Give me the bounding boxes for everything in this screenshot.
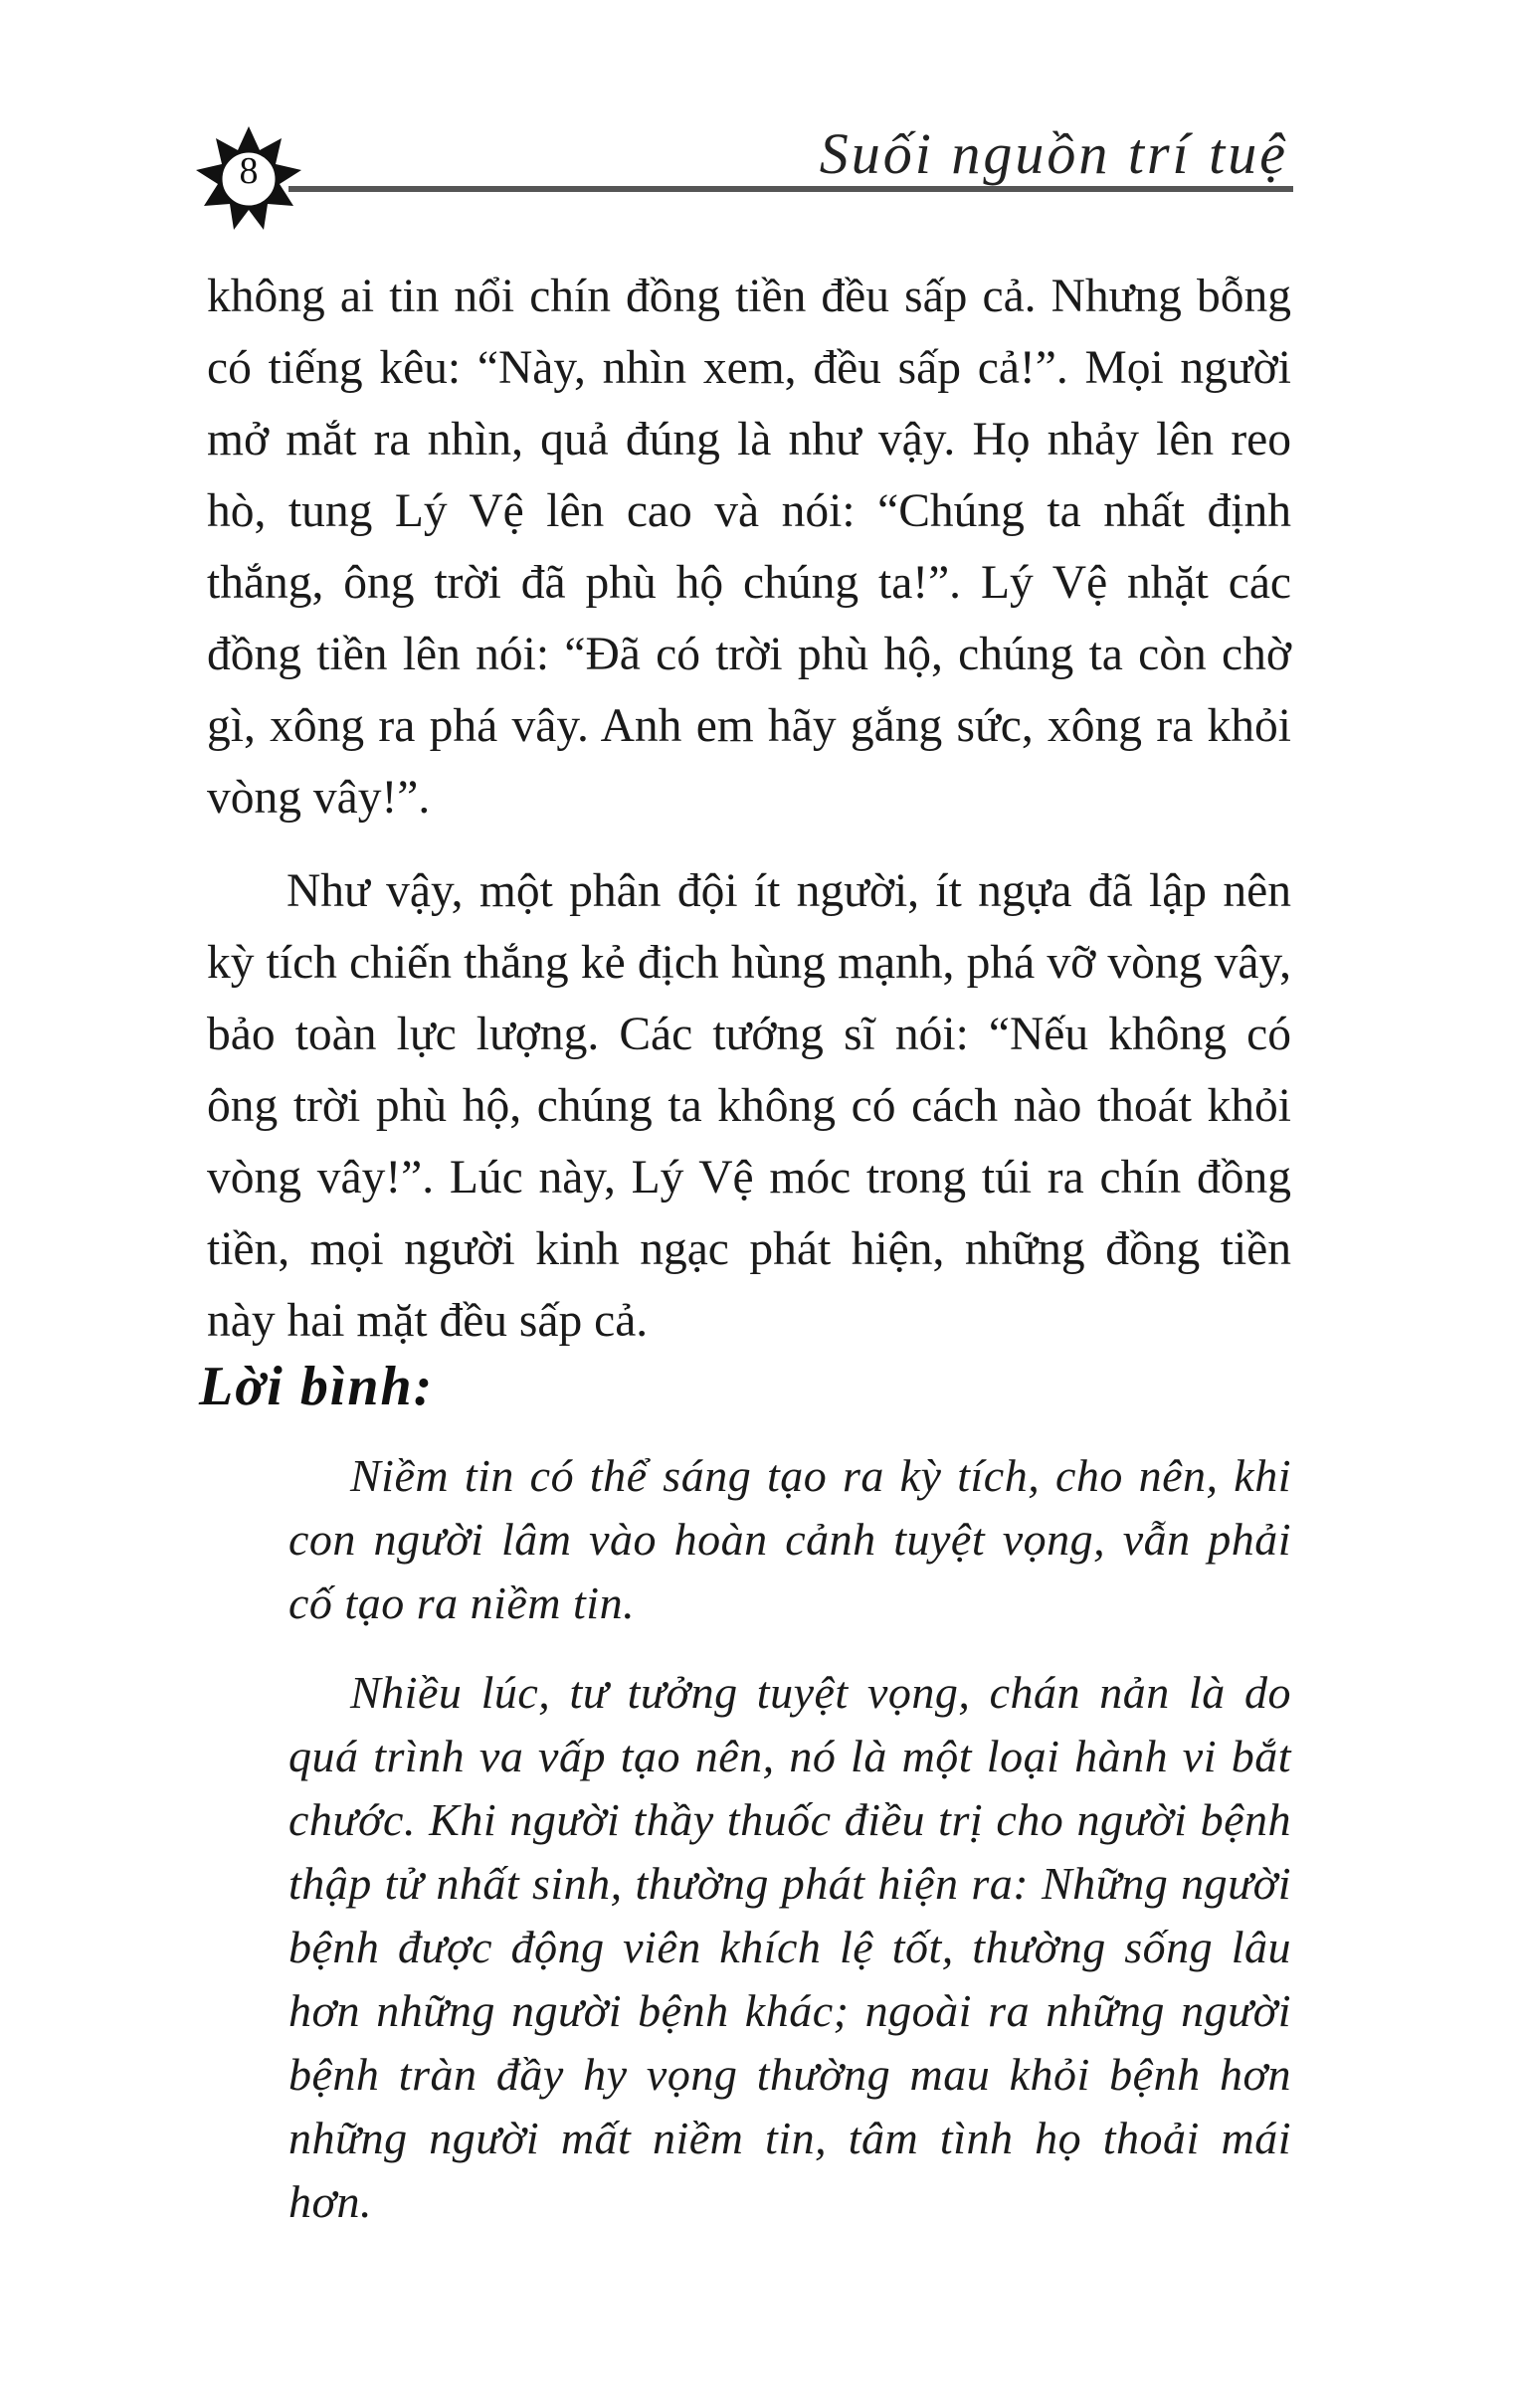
commentary-paragraph: Niềm tin có thể sáng tạo ra kỳ tích, cho nên, khi con người lâm vào hoàn cảnh tuyệt vọng, vẫn phải cố tạo ra niềm tin.	[288, 1450, 1291, 1628]
body-text	[207, 261, 1291, 1357]
page-number: 8	[239, 150, 259, 192]
body-paragraph: Như vậy, một phân đội ít người, ít ngựa đã lập nên kỳ tích chiến thắng kẻ địch hùng mạnh, phá vỡ vòng vây, bảo toàn lực lượng. Các tướng sĩ nói: “Nếu không có ông trời phù hộ, chúng ta không có cách nào thoát khỏi vòng vây!”. Lúc này, Lý Vệ móc trong túi ra chín đồng tiền, mọi người kinh ngạc phát hiện, những đồng tiền này hai mặt đều sấp cả.	[207, 865, 1291, 1347]
commentary-text	[288, 1444, 1291, 2234]
page-header	[194, 121, 1298, 204]
commentary-paragraph: Nhiều lúc, tư tưởng tuyệt vọng, chán nản là do quá trình va vấp tạo nên, nó là một loại hành vi bắt chước. Khi người thầy thuốc điều trị cho người bệnh thập tử nhất sinh, thường phát hiện ra: Những người bệnh được động viên khích lệ tốt, thường sống lâu hơn những người bệnh khác; ngoài ra những người bệnh tràn đầy hy vọng thường mau khỏi bệnh hơn những người mất niềm tin, tâm tình họ thoải mái hơn.	[288, 1667, 1291, 2227]
commentary-heading: Lời bình:	[199, 1356, 435, 1417]
running-title: Suối nguồn trí tuệ	[819, 121, 1288, 186]
page-number-badge	[194, 124, 303, 234]
body-paragraph: không ai tin nổi chín đồng tiền đều sấp cả. Nhưng bỗng có tiếng kêu: “Này, nhìn xem, đều sấp cả!”. Mọi người mở mắt ra nhìn, quả đúng là như vậy. Họ nhảy lên reo hò, tung Lý Vệ lên cao và nói: “Chúng ta nhất định thắng, ông trời đã phù hộ chúng ta!”. Lý Vệ nhặt các đồng tiền lên nói: “Đã có trời phù hộ, chúng ta còn chờ gì, xông ra phá vây. Anh em hãy gắng sức, xông ra khỏi vòng vây!”.	[207, 271, 1291, 824]
